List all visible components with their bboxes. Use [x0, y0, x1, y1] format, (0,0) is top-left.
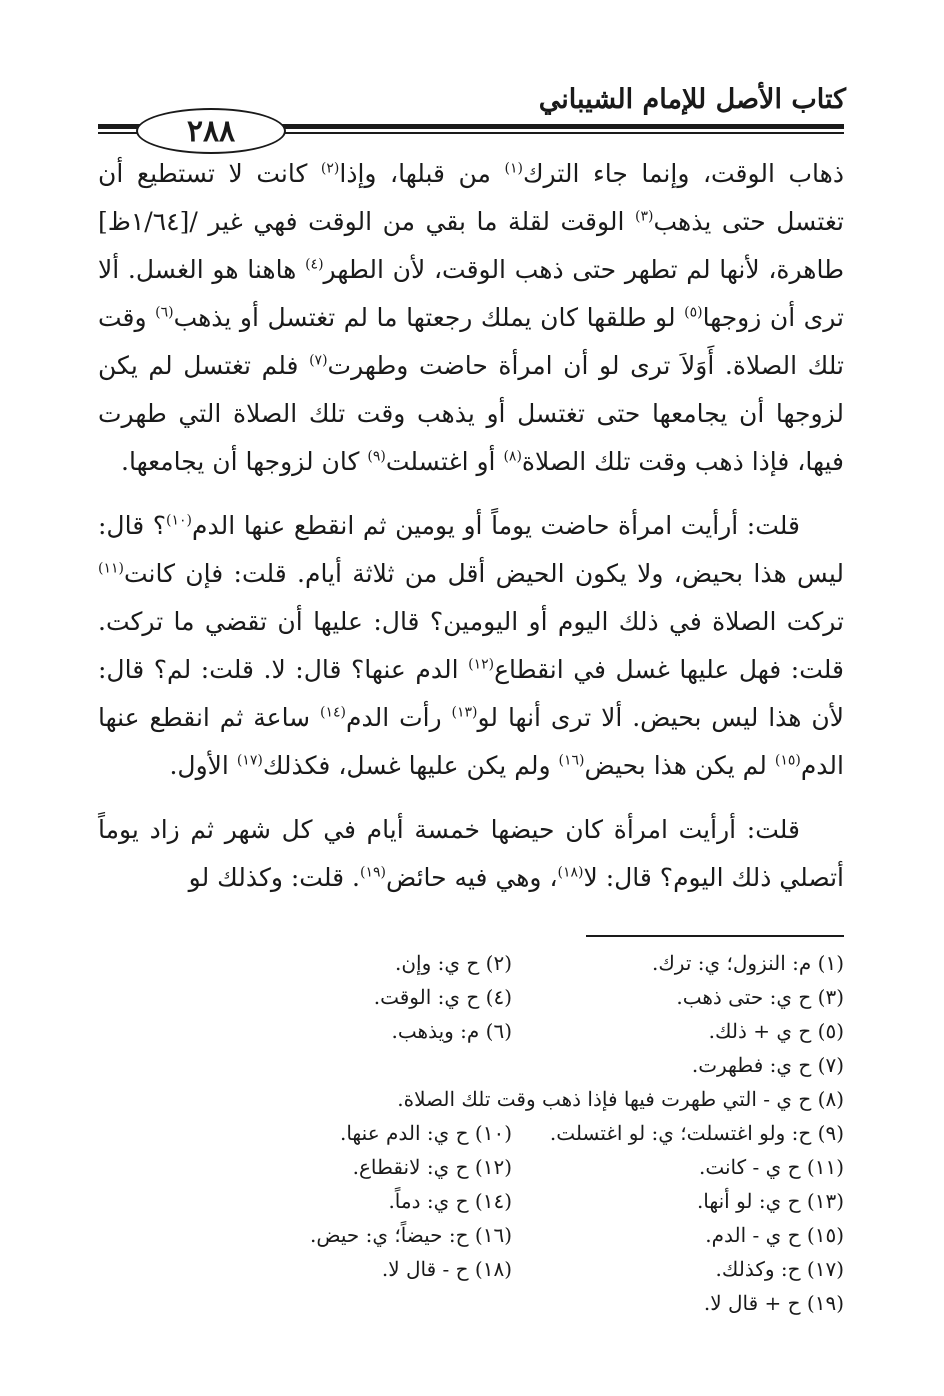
- footnote-item: (١٧) ح: وكذلك.: [715, 1257, 844, 1281]
- footnote-marker: (١٢): [468, 656, 495, 673]
- footnote-marker: (٢): [320, 160, 340, 177]
- footnote-marker: (٤): [305, 256, 324, 273]
- footnote-marker: (١٠): [166, 512, 192, 529]
- footnote-item: (١٢) ح ي: لانقطاع.: [352, 1155, 512, 1179]
- footnote-item: (١٣) ح ي: لو أنها.: [696, 1189, 844, 1213]
- footnote-marker: (١٦): [558, 752, 585, 769]
- footnote-item: (١٨) ح - قال لا.: [381, 1257, 512, 1281]
- footnote-item: (٦) م: ويذهب.: [391, 1019, 512, 1043]
- footnote-item: (٣) ح ي: حتى ذهب.: [676, 985, 844, 1009]
- footnote-marker: (١٨): [557, 864, 584, 881]
- footnote-item: (١٥) ح ي - الدم.: [705, 1223, 844, 1247]
- footnote-marker: (٧): [309, 352, 328, 369]
- footnote-item: (١١) ح ي - كانت.: [698, 1155, 844, 1179]
- footnote-marker: (٥): [684, 304, 703, 321]
- footnote-marker: (١٩): [359, 864, 386, 881]
- page-number: ٢٨٨: [136, 108, 286, 154]
- footnote-separator: [586, 935, 844, 937]
- footnote-marker: (٨): [503, 448, 522, 465]
- paragraph-1: ذهاب الوقت، وإنما جاء الترك$^{(١)}$ من قبلها، وإذا$^{(٢)}$ كانت لا تستطيع أن تغتسل حتى يذهب$^{(٣)}$ الوقت لقلة ما بقي من الوقت فهي غير /[١/٦٤ظ] طاهرة، لأنها لم تطهر حتى ذهب الوقت، لأن الطهر$^{(٤)}$ هاهنا هو الغسل. ألا ترى أن زوجها$^{(٥)}$ لو طلقها كان يملك رجعتها ما لم تغتسل أو يذهب$^{(٦)}$ وقت تلك الصلاة. أَوَلاَ ترى لو أن امرأة حاضت وطهرت$^{(٧)}$ فلم تغتسل لم يكن لزوجها أن يجامعها حتى تغتسل أو يذهب وقت تلك الصلاة التي طهرت فيها، فإذا ذهب وقت تلك الصلاة$^{(٨)}$ أو اغتسلت$^{(٩)}$ كان لزوجها أن يجامعها.: [98, 159, 844, 476]
- footnote-marker: (١٥): [774, 752, 801, 769]
- footnote-marker: (١٤): [320, 704, 347, 721]
- footnote-marker: (١١): [98, 560, 124, 577]
- footnote-marker: (١٧): [236, 752, 263, 769]
- footnote-item: (١٠) ح ي: الدم عنها.: [339, 1121, 512, 1145]
- footnote-item: (٧) ح ي: فطهرت.: [691, 1053, 844, 1077]
- footnote-item: (٨) ح ي - التي طهرت فيها فإذا ذهب وقت تلك الصلاة.: [397, 1087, 844, 1111]
- footnotes: [180, 946, 844, 1320]
- main-text: [98, 150, 844, 902]
- footnote-marker: (٩): [367, 448, 386, 465]
- footnote-marker: (١): [504, 160, 523, 177]
- footnote-item: (٤) ح ي: الوقت.: [373, 985, 512, 1009]
- footnote-item: (٢) ح ي: وإن.: [395, 951, 512, 975]
- footnote-marker: (٦): [155, 304, 174, 321]
- footnote-item: (١٤) ح ي: دماً.: [388, 1189, 512, 1213]
- footnote-item: (٥) ح ي + ذلك.: [708, 1019, 844, 1043]
- running-header-title: كتاب الأصل للإمام الشيباني: [538, 84, 846, 115]
- paragraph-3: قلت: أرأيت امرأة كان حيضها خمسة أيام في كل شهر ثم زاد يوماً أتصلي ذلك اليوم؟ قال: لا$^{(١٨)}$، وهي فيه حائض$^{(١٩)}$. قلت: وكذلك لو: [98, 815, 844, 892]
- paragraph-2: قلت: أرأيت امرأة حاضت يوماً أو يومين ثم انقطع عنها الدم$^{(١٠)}$؟ قال: ليس هذا بحيض، ولا يكون الحيض أقل من ثلاثة أيام. قلت: فإن كانت$^{(١١)}$ تركت الصلاة في ذلك اليوم أو اليومين؟ قال: عليها أن تقضي ما تركت. قلت: فهل عليها غسل في انقطاع$^{(١٢)}$ الدم عنها؟ قال: لا. قلت: لم؟ قال: لأن هذا ليس بحيض. ألا ترى أنها لو$^{(١٣)}$ رأت الدم$^{(١٤)}$ ساعة ثم انقطع عنها الدم$^{(١٥)}$ لم يكن هذا بحيض$^{(١٦)}$ ولم يكن عليها غسل، فكذلك$^{(١٧)}$ الأول.: [98, 511, 844, 780]
- footnote-marker: (١٣): [451, 704, 478, 721]
- footnote-item: (١٦) ح: حيضاً؛ ي: حيض.: [309, 1223, 512, 1247]
- footnote-marker: (٣): [635, 208, 654, 225]
- footnote-item: (٩) ح: ولو اغتسلت؛ ي: لو اغتسلت.: [549, 1121, 844, 1145]
- footnote-item: (١٩) ح + قال لا.: [703, 1291, 844, 1315]
- footnote-item: (١) م: النزول؛ ي: ترك.: [651, 951, 844, 975]
